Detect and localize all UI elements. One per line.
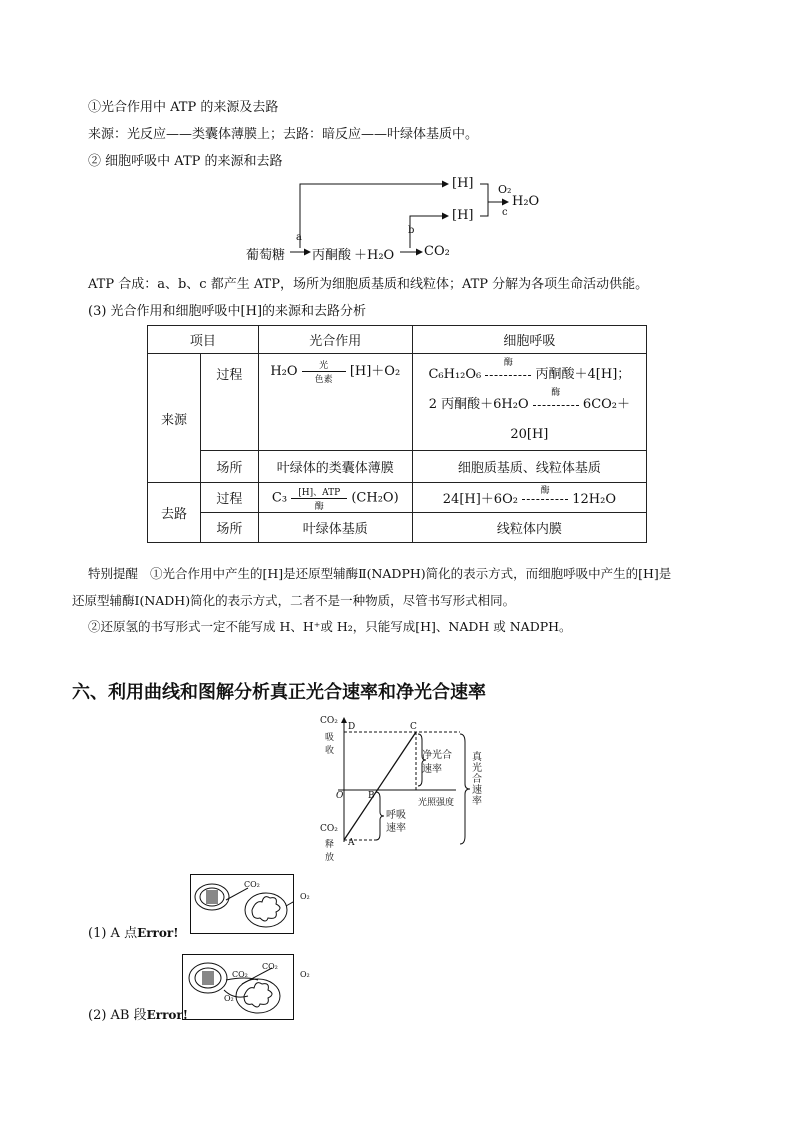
resp-source-place: 细胞质基质、线粒体基质 [412, 451, 646, 483]
graph-point-a: A [348, 838, 355, 848]
atp-photo-heading: ①光合作用中 ATP 的来源及去路 [88, 100, 279, 115]
note-line-2: 还原型辅酶Ⅰ(NADH)简化的表示方式，二者不是一种物质，尽管书写形式相同。 [72, 593, 516, 608]
c-label: c [502, 207, 508, 218]
glucose-label: 葡萄糖 [246, 248, 286, 263]
graph-true-rate: 真光合速率 [472, 752, 482, 807]
atp-photo-text: 来源：光反应——类囊体薄膜上；去路：暗反应——叶绿体基质中。 [88, 127, 479, 142]
co2-label: CO₂ [424, 244, 450, 259]
pyruvate-label: 丙酮酸 [312, 248, 352, 263]
h-label-1: [H] [452, 176, 474, 191]
col-header-respiration: 细胞呼吸 [412, 326, 646, 354]
graph-co2-bottom: CO₂ [320, 824, 338, 834]
photo-dest-process: C₃ [H]、ATP 酶 (CH₂O) [258, 483, 412, 513]
cell-place-label: 场所 [201, 451, 259, 483]
resp-dest-process: 24[H]＋6O₂ 酶 12H₂O [412, 483, 646, 513]
graph-release-1: 释 [325, 840, 335, 850]
graph-co2-top: CO₂ [320, 716, 338, 726]
cell-process-label-2: 过程 [201, 483, 259, 513]
a-label: a [296, 232, 302, 243]
graph-point-d: D [348, 722, 356, 732]
cell-process-label: 过程 [201, 354, 259, 451]
photo-source-place: 叶绿体的类囊体薄膜 [258, 451, 412, 483]
graph-net-rate-2: 速率 [422, 764, 442, 775]
cell-place-label-2: 场所 [201, 513, 259, 543]
atp-synthesis-text: ATP 合成：a、b、c 都产生 ATP，场所为细胞质基质和线粒体；ATP 分解为各项生命活动供能。 [88, 277, 649, 292]
graph-resp-rate-2: 速率 [386, 823, 406, 834]
respiration-diagram [240, 172, 560, 268]
graph-net-rate-1: 净光合 [422, 750, 452, 761]
cell-a-o2: O₂ [300, 892, 310, 901]
note-line-1: 特别提醒 ①光合作用中产生的[H]是还原型辅酶Ⅱ(NADPH)简化的表示方式，而细胞呼吸中产生的[H]是 [88, 566, 672, 581]
graph-point-c: C [410, 722, 417, 732]
graph-absorb-2: 收 [325, 746, 335, 756]
col-header-item: 项目 [148, 326, 259, 354]
cell-ab-co2-1: CO₂ [232, 970, 248, 979]
cell-ab-o2-1: O₂ [300, 970, 310, 979]
plus-water-label: ＋H₂O [354, 248, 395, 263]
graph-absorb-1: 吸 [325, 733, 335, 743]
resp-dest-place: 线粒体内膜 [412, 513, 646, 543]
b-label: b [408, 225, 415, 236]
photo-dest-place: 叶绿体基质 [258, 513, 412, 543]
h-source-table [147, 325, 647, 543]
graph-release-2: 放 [325, 853, 335, 863]
item-a-point: (1) A 点Error! [88, 926, 179, 941]
h-label-2: [H] [452, 208, 474, 223]
atp-resp-heading: ② 细胞呼吸中 ATP 的来源和去路 [88, 154, 283, 169]
resp-source-process: C₆H₁₂O₆ 酶 丙酮酸＋4[H]； 2 丙酮酸＋6H₂O 酶 6CO₂＋ 20[H] [412, 354, 646, 451]
o2-label: O₂ [498, 183, 512, 196]
row-source: 来源 [148, 354, 201, 483]
graph-x-label: 光照强度 [418, 798, 455, 808]
section-six-title: 六、利用曲线和图解分析真正光合速率和净光合速率 [72, 682, 486, 703]
water-label: H₂O [512, 194, 540, 209]
col-header-photosynthesis: 光合作用 [258, 326, 412, 354]
photo-source-process: H₂O 光 色素 [H]＋O₂ [258, 354, 412, 451]
cell-diagram-a [190, 874, 294, 934]
cell-a-co2: CO₂ [244, 880, 260, 889]
graph-point-b: B [368, 791, 375, 801]
graph-resp-rate-1: 呼吸 [386, 810, 406, 821]
h-analysis-heading: (3) 光合作用和细胞呼吸中[H]的来源和去路分析 [88, 304, 367, 319]
cell-ab-co2-2: CO₂ [262, 962, 278, 971]
graph-origin: O [336, 791, 344, 801]
note-line-3: ②还原氢的书写形式一定不能写成 H、H⁺或 H₂，只能写成[H]、NADH 或 NADPH。 [88, 619, 572, 634]
row-destination: 去路 [148, 483, 201, 543]
item-ab-segment: (2) AB 段Error! [88, 1008, 189, 1023]
cell-ab-o2-2: O₂ [224, 994, 234, 1003]
